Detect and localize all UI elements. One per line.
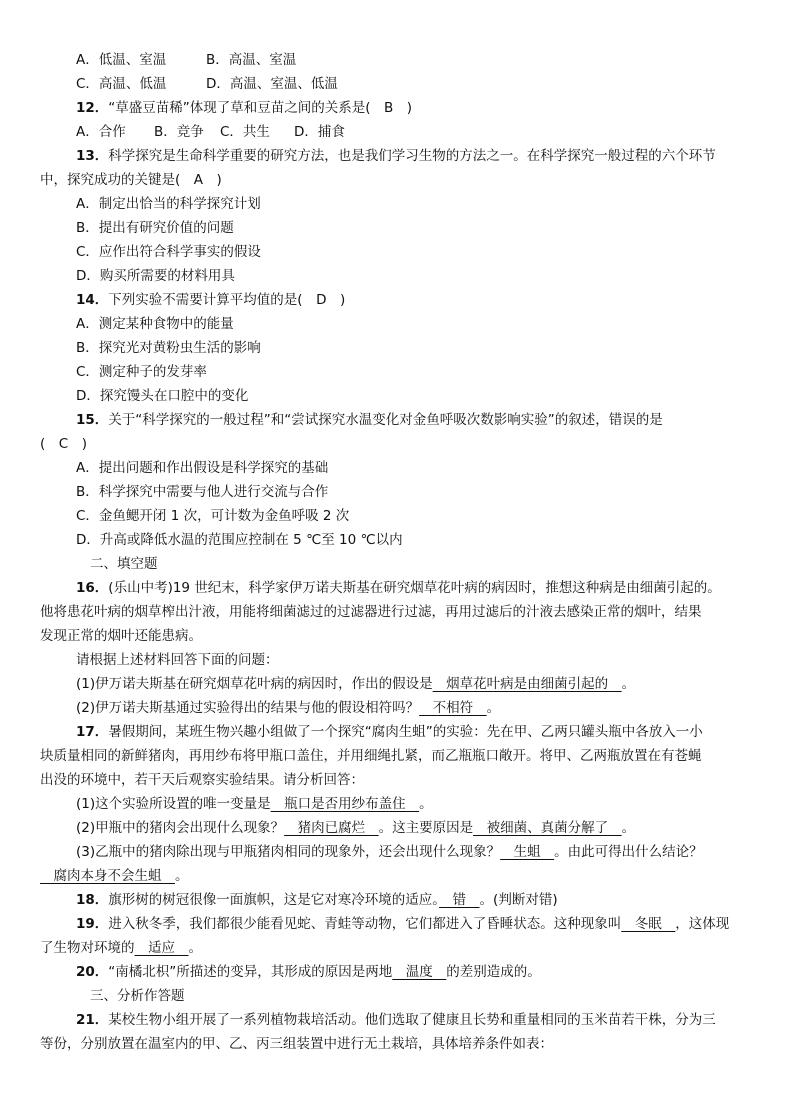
question-17	[76, 720, 760, 744]
question-text: 科学探究是生命科学重要的研究方法，也是我们学习生物的方法之一。在科学探究一般过程的六个环节	[108, 148, 716, 164]
question-number: 16．	[76, 580, 109, 596]
question-number: 20．	[76, 964, 109, 980]
option-c: C．高温、低温	[76, 76, 167, 92]
option-b: B．提出有研究价值的问题	[76, 220, 234, 236]
question-17-cont-2: 出没的环境中，若干天后观察实验结果。请分析回答：	[40, 772, 364, 788]
question-20	[76, 960, 760, 984]
answer-blank: 猪肉已腐烂	[284, 820, 379, 836]
question-text: “草盛豆苗稀”体现了草和豆苗之间的关系是( B )	[108, 100, 413, 116]
option-b: B．探究光对黄粉虫生活的影响	[76, 340, 261, 356]
question-18	[76, 888, 760, 912]
question-text: “南橘北枳”所描述的变异，其形成的原因是两地	[108, 964, 393, 980]
question-text: 了生物对环境的	[40, 940, 135, 956]
answer-blank: 冬眠	[621, 916, 676, 932]
question-number: 19．	[76, 916, 109, 932]
question-text: 暑假期间，某班生物兴趣小组做了一个探究“腐肉生蛆”的实验：先在甲、乙两只罐头瓶中各放入一小	[108, 724, 703, 740]
q11-options-row1	[76, 48, 760, 72]
question-13	[76, 144, 760, 168]
option-b: B．竞争	[154, 124, 204, 140]
option-b: B．科学探究中需要与他人进行交流与合作	[76, 484, 329, 500]
question-text: 某校生物小组开展了一系列植物栽培活动。他们选取了健康且长势和重量相同的玉米苗若干株，分为三	[108, 1012, 716, 1028]
question-15-answer: ( C )	[40, 436, 87, 452]
section-heading-fill-in: 二、填空题	[90, 556, 158, 572]
question-21	[76, 1008, 760, 1032]
question-17-cont-1: 块质量相同的新鲜猪肉，再用纱布将甲瓶口盖住，并用细绳扎紧，而乙瓶瓶口敞开。将甲、乙两瓶放置在有苍蝇	[40, 748, 702, 764]
answer-blank: 温度	[392, 964, 447, 980]
sub-question-text: (1)伊万诺夫斯基在研究烟草花叶病的病因时，作出的假设是	[76, 676, 433, 692]
question-17-sub-2	[76, 816, 760, 840]
question-number: 21．	[76, 1012, 109, 1028]
question-14	[76, 288, 760, 312]
answer-blank: 适应	[134, 940, 189, 956]
question-text: 旗形树的树冠很像一面旗帜，这是它对寒冷环境的适应。	[108, 892, 440, 908]
punctuation: 。	[419, 796, 433, 812]
sub-question-text: 。这主要原因是	[378, 820, 474, 836]
question-number: 13．	[76, 148, 109, 164]
answer-blank: 腐肉本身不会生蛆	[40, 868, 175, 884]
option-a: A．低温、室温	[76, 52, 167, 68]
question-17-sub-3-cont	[40, 864, 760, 888]
question-number: 15．	[76, 412, 109, 428]
q12-options	[76, 120, 760, 144]
question-19	[76, 912, 760, 936]
question-17-sub-3	[76, 840, 760, 864]
option-d: D．购买所需要的材料用具	[76, 268, 235, 284]
question-21-cont: 等份，分别放置在温室内的甲、乙、丙三组装置中进行无土栽培，具体培养条件如表：	[40, 1036, 553, 1052]
option-c: C．应作出符合科学事实的假设	[76, 244, 261, 260]
question-16-cont-1: 他将患花叶病的烟草榨出汁液，用能将细菌滤过的过滤器进行过滤，再用过滤后的汁液去感染正常的烟叶，结果	[40, 604, 702, 620]
option-a: A．测定某种食物中的能量	[76, 316, 234, 332]
question-16-sub-1	[76, 672, 760, 696]
question-text: 下列实验不需要计算平均值的是( D )	[108, 292, 346, 308]
answer-blank: 不相符	[419, 700, 487, 716]
question-number: 12．	[76, 100, 109, 116]
question-16-prompt: 请根据上述材料回答下面的问题：	[76, 652, 279, 668]
sub-question-text: (2)伊万诺夫斯基通过实验得出的结果与他的假设相符吗？	[76, 700, 420, 716]
question-number: 14．	[76, 292, 109, 308]
answer-blank: 被细菌、真菌分解了	[473, 820, 622, 836]
question-16	[76, 576, 760, 600]
sub-question-text: (1)这个实验所设置的唯一变量是	[76, 796, 271, 812]
option-c: C．共生	[220, 124, 270, 140]
question-text: 。(判断对错)	[479, 892, 558, 908]
option-a: A．提出问题和作出假设是科学探究的基础	[76, 460, 329, 476]
section-heading-analysis: 三、分析作答题	[90, 988, 185, 1004]
question-17-sub-1	[76, 792, 760, 816]
option-d: D．探究馒头在口腔中的变化	[76, 388, 249, 404]
punctuation: 。	[188, 940, 202, 956]
question-number: 17．	[76, 724, 109, 740]
question-13-cont: 中，探究成功的关键是( A )	[40, 172, 222, 188]
option-b: B．高温、室温	[206, 52, 297, 68]
option-d: D．升高或降低水温的范围应控制在 5 ℃至 10 ℃以内	[76, 532, 403, 548]
answer-blank: 瓶口是否用纱布盖住	[270, 796, 420, 812]
sub-question-text: (2)甲瓶中的猪肉会出现什么现象？	[76, 820, 285, 836]
question-16-cont-2: 发现正常的烟叶还能患病。	[40, 628, 202, 644]
question-number: 18．	[76, 892, 109, 908]
punctuation: 。	[486, 700, 501, 716]
answer-blank: 烟草花叶病是由细菌引起的	[432, 676, 622, 692]
option-d: D．捕食	[294, 124, 345, 140]
question-16-sub-2	[76, 696, 760, 720]
question-text: 的差别造成的。	[446, 964, 541, 980]
question-text: 进入秋冬季，我们都很少能看见蛇、青蛙等动物，它们都进入了昏睡状态。这种现象叫	[108, 916, 622, 932]
question-19-cont	[40, 936, 760, 960]
sub-question-text: (3)乙瓶中的猪肉除出现与甲瓶猪肉相同的现象外，还会出现什么现象？	[76, 844, 501, 860]
sub-question-text: 。由此可得出什么结论？	[554, 844, 703, 860]
question-text: ，这体现	[675, 916, 730, 932]
punctuation: 。	[621, 820, 636, 836]
option-d: D．高温、室温、低温	[206, 76, 338, 92]
answer-blank: 生蛆	[500, 844, 555, 860]
option-c: C．金鱼鳃开闭 1 次，可计数为金鱼呼吸 2 次	[76, 508, 350, 524]
question-text: (乐山中考)19 世纪末，科学家伊万诺夫斯基在研究烟草花叶病的病因时，推想这种病是由细菌引起的。	[108, 580, 721, 596]
punctuation: 。	[175, 868, 189, 884]
option-a: A．合作	[76, 124, 126, 140]
answer-blank: 错	[439, 892, 480, 908]
question-text: 关于“科学探究的一般过程”和“尝试探究水温变化对金鱼呼吸次数影响实验”的叙述，错误的是	[108, 412, 663, 428]
option-c: C．测定种子的发芽率	[76, 364, 207, 380]
punctuation: 。	[621, 676, 636, 692]
option-a: A．制定出恰当的科学探究计划	[76, 196, 261, 212]
question-15	[76, 408, 760, 432]
question-12	[76, 96, 760, 120]
q11-options-row2	[76, 72, 760, 96]
